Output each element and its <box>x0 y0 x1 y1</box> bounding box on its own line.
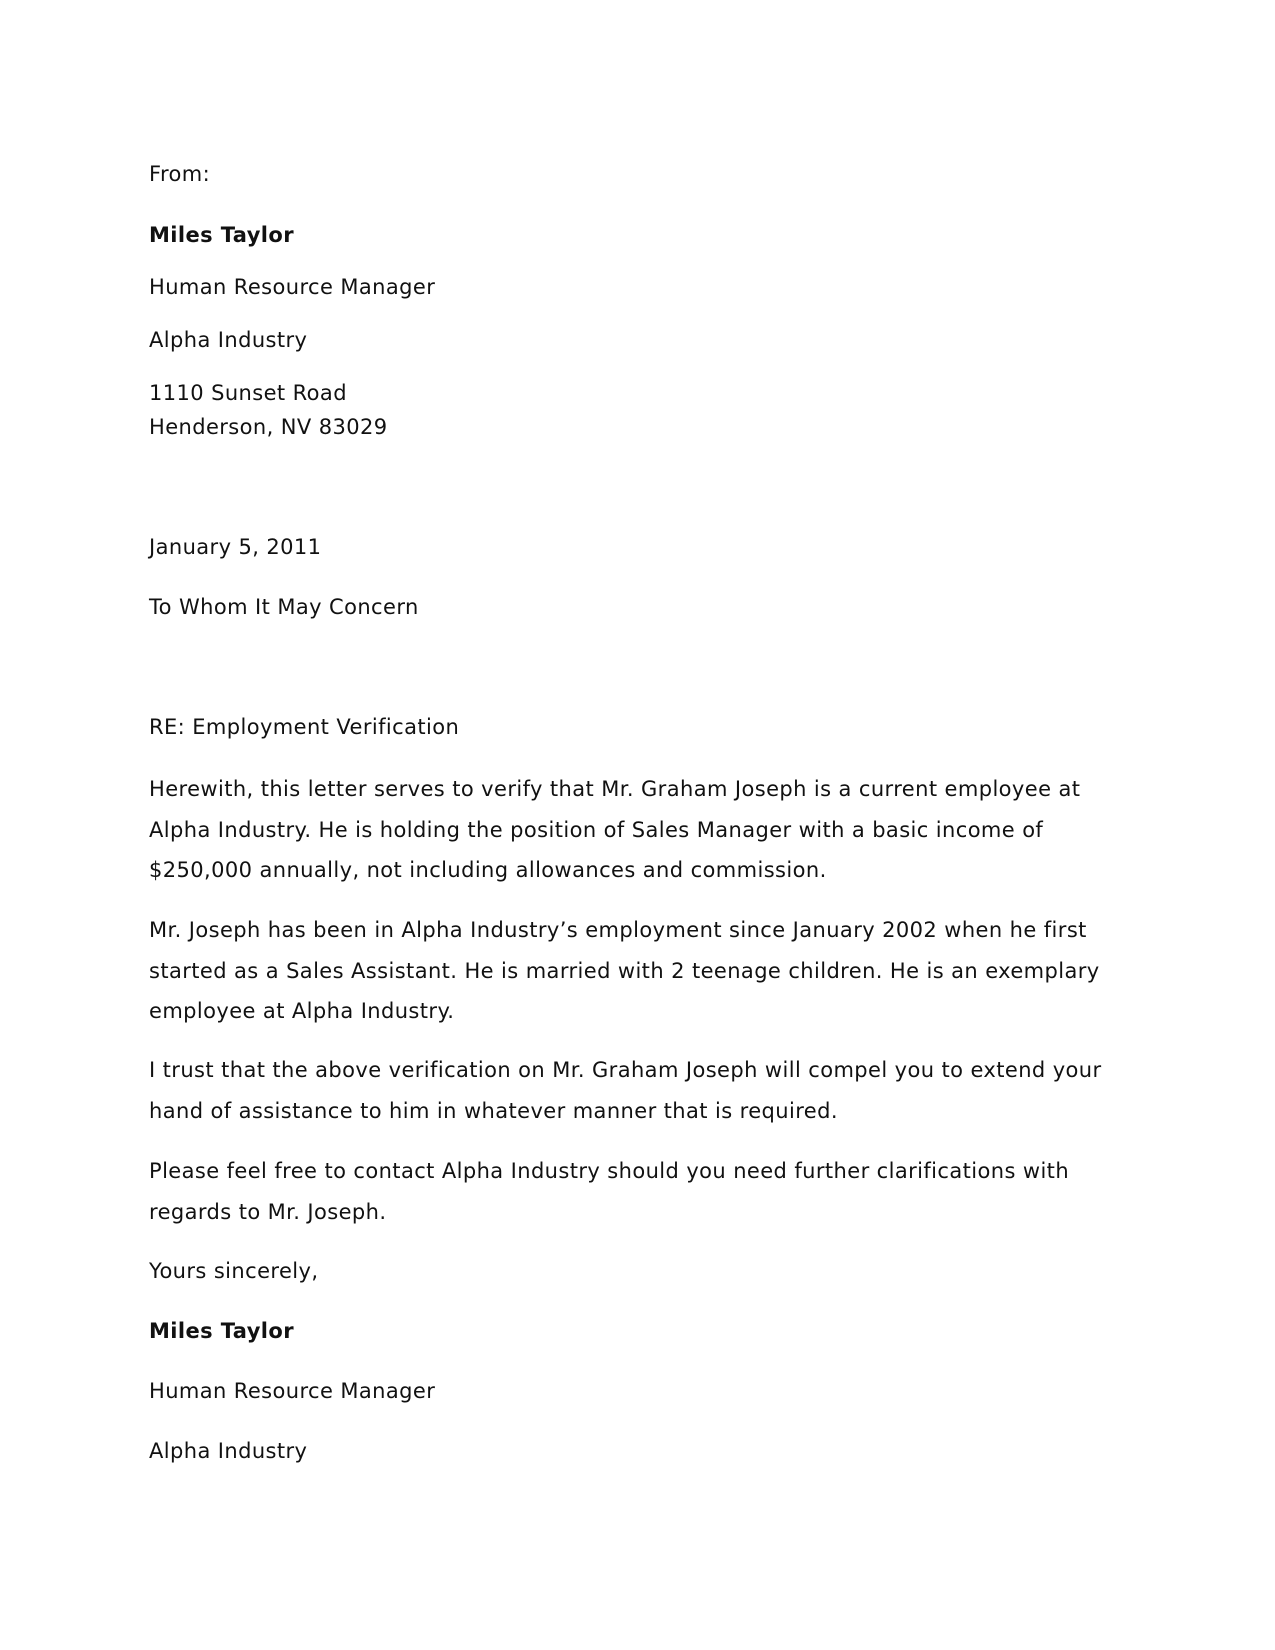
signature-company: Alpha Industry <box>149 1439 308 1463</box>
body-paragraph-1: Herewith, this letter serves to verify that Mr. Graham Joseph is a current employee at Alpha Industry. He is holding the position of Sales Manager with a basic income of $250,000 annually, not including allowances and commission. <box>149 777 1081 882</box>
signature-name: Miles Taylor <box>149 1319 294 1343</box>
sender-name: Miles Taylor <box>149 223 294 247</box>
letter-date: January 5, 2011 <box>149 535 322 559</box>
subject-line: RE: Employment Verification <box>149 715 460 739</box>
body-paragraph-3: I trust that the above verification on Mr. Graham Joseph will compel you to extend your hand of assistance to him in whatever manner that is required. <box>149 1058 1102 1123</box>
sender-address-line1: 1110 Sunset Road <box>149 381 347 405</box>
body-paragraph-2: Mr. Joseph has been in Alpha Industry’s employment since January 2002 when he first started as a Sales Assistant. He is married with 2 teenage children. He is an exemplary employee at Alpha Industry. <box>149 918 1100 1023</box>
sender-address-line2: Henderson, NV 83029 <box>149 415 388 439</box>
closing: Yours sincerely, <box>149 1259 319 1283</box>
sender-title: Human Resource Manager <box>149 275 436 299</box>
sender-company: Alpha Industry <box>149 328 308 352</box>
from-label: From: <box>149 162 211 186</box>
signature-title: Human Resource Manager <box>149 1379 436 1403</box>
body-paragraph-4: Please feel free to contact Alpha Industry should you need further clarifications with regards to Mr. Joseph. <box>149 1159 1070 1224</box>
salutation: To Whom It May Concern <box>149 595 419 619</box>
